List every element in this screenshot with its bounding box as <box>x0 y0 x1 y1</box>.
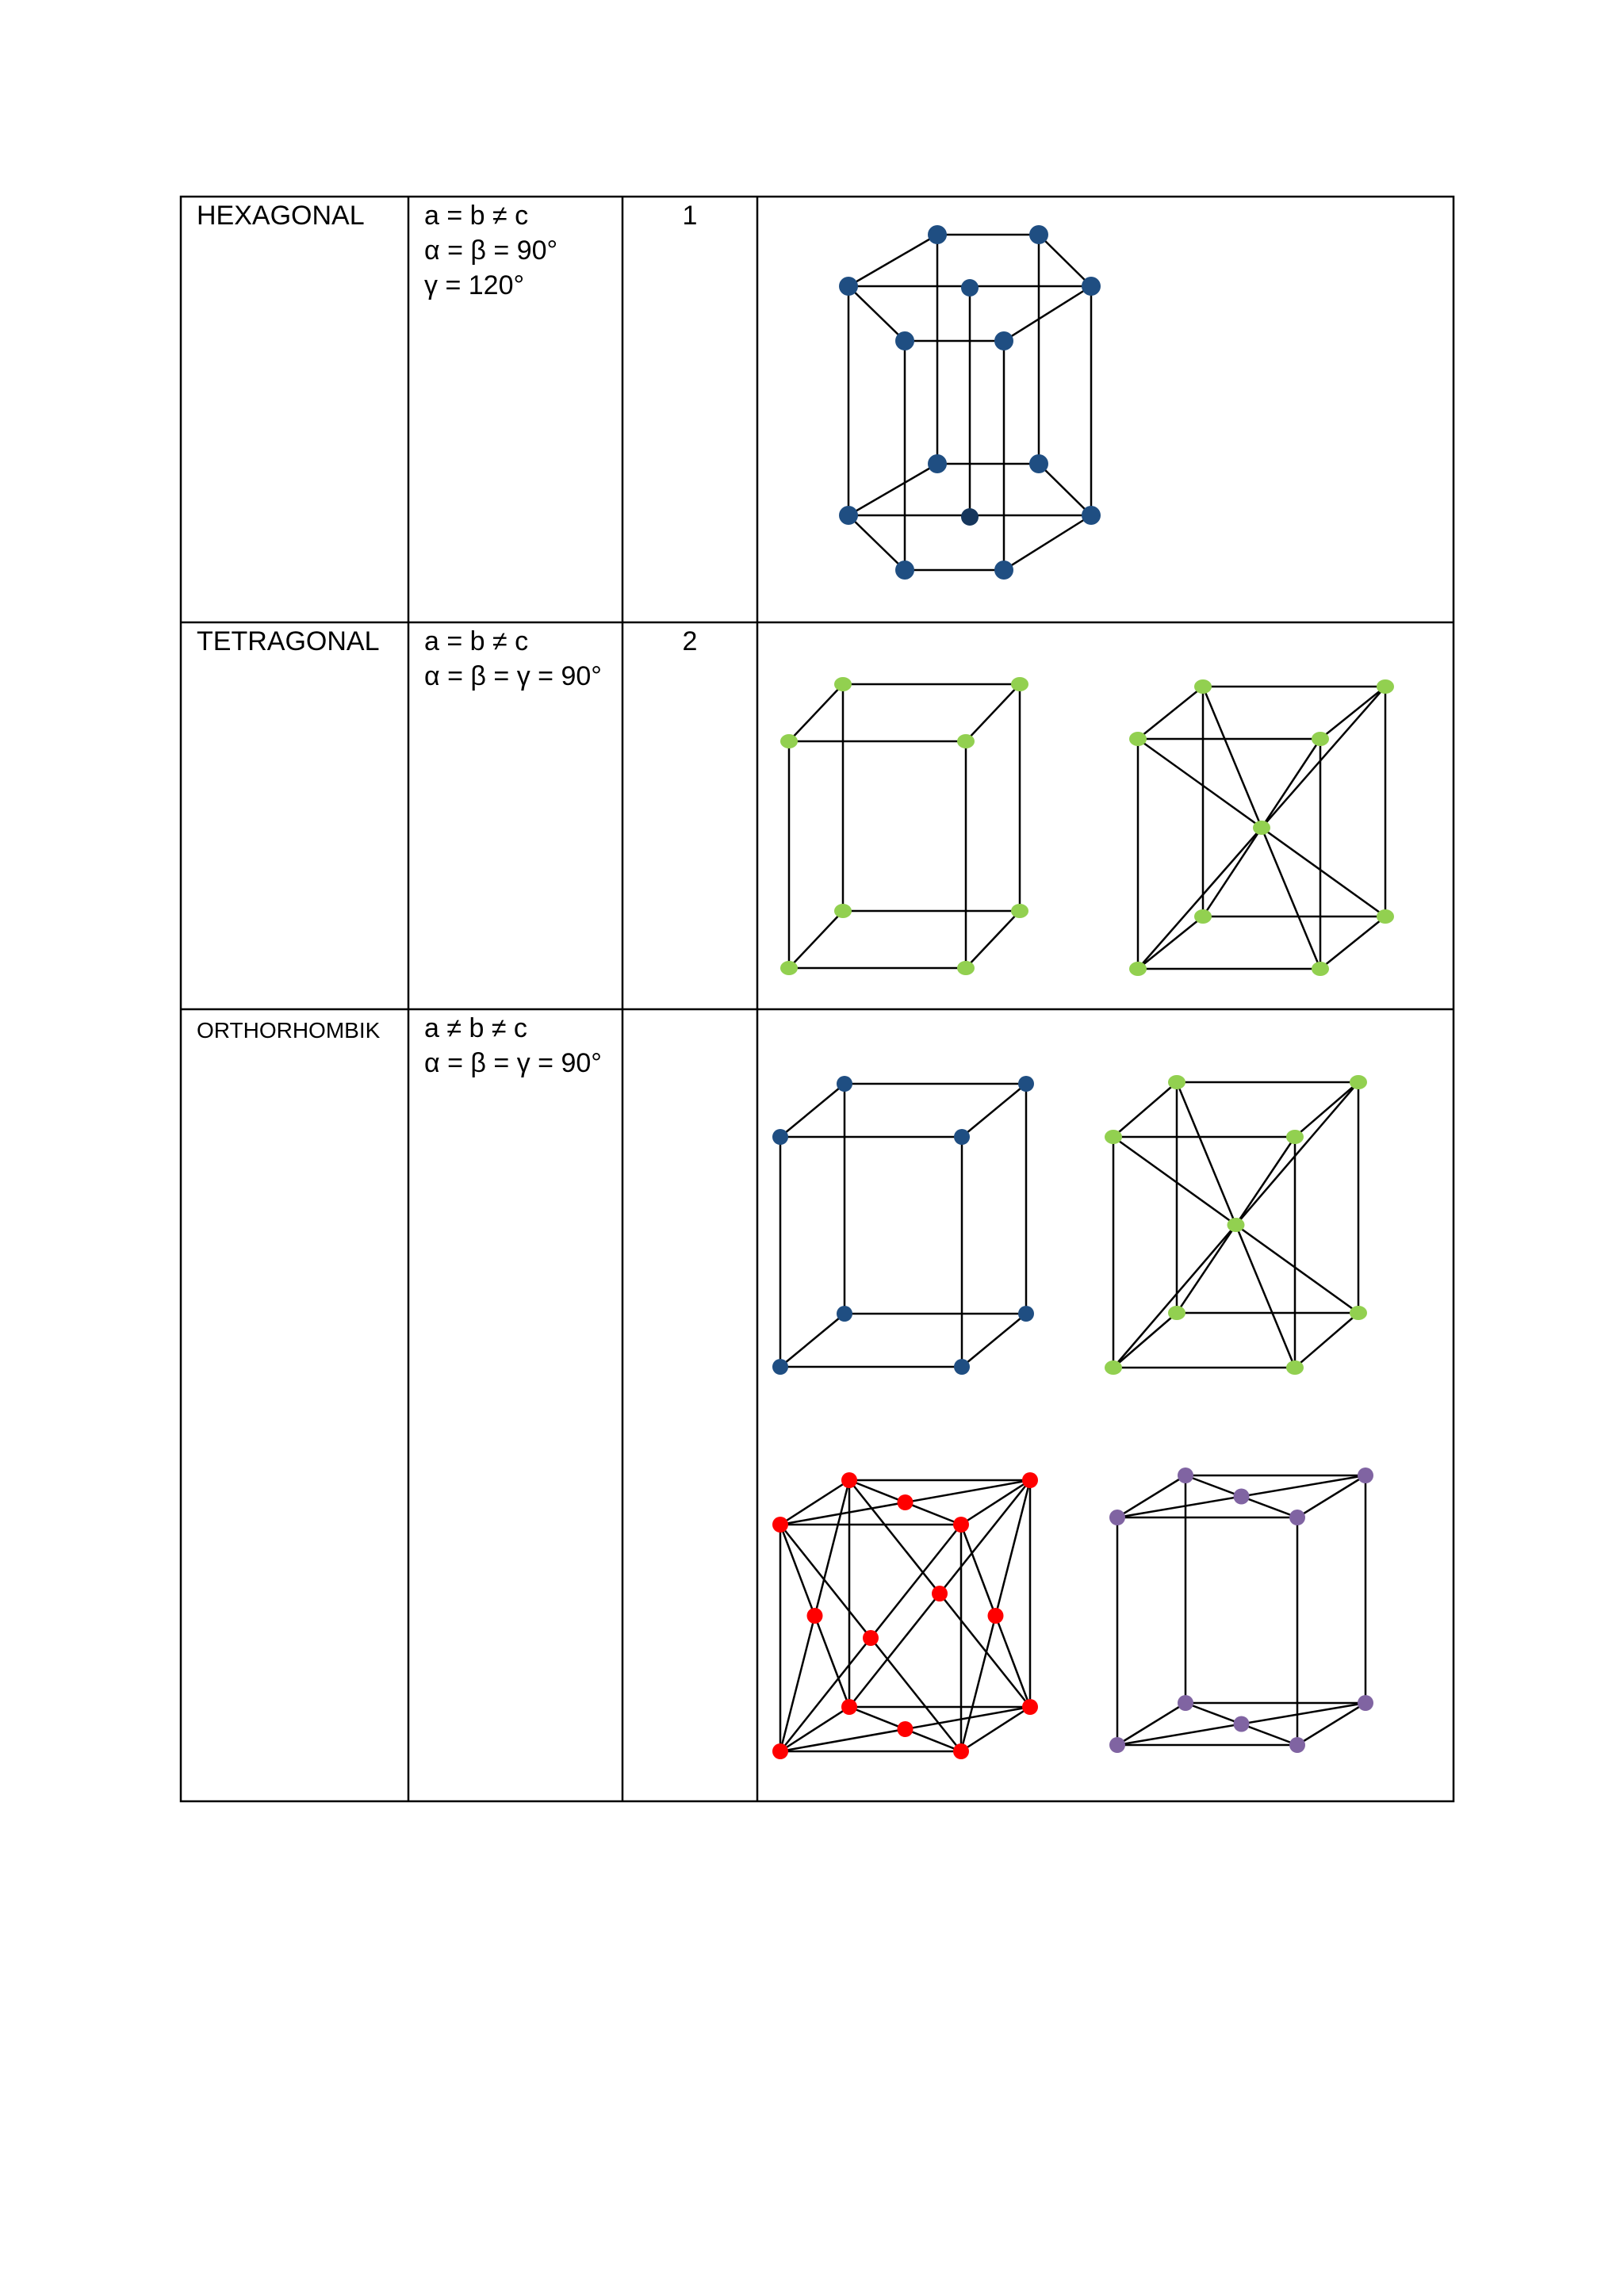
lattice-atom <box>954 1129 970 1145</box>
lattice-parameter: α = β = γ = 90° <box>424 661 602 691</box>
orthorhombic-body-centered-lattice-diagram <box>1105 1075 1367 1375</box>
lattice-atom <box>1105 1360 1122 1375</box>
lattice-atom <box>1168 1306 1185 1320</box>
lattice-atom <box>994 331 1013 350</box>
lattice-atom <box>772 1359 788 1375</box>
lattice-atom <box>1022 1472 1038 1488</box>
lattice-edge <box>780 1314 845 1367</box>
bravais-count: 1 <box>682 201 698 231</box>
lattice-parameter: a = b ≠ c <box>424 626 529 656</box>
lattice-edge <box>848 464 937 515</box>
lattice-atom <box>957 961 975 975</box>
lattice-atom <box>932 1586 948 1601</box>
lattice-edge <box>780 1084 845 1137</box>
lattice-atom <box>839 277 858 296</box>
lattice-parameter: α = β = 90° <box>424 235 558 266</box>
lattice-atom <box>1082 277 1101 296</box>
system-name-tetragonal: TETRAGONAL <box>197 626 380 656</box>
lattice-edge <box>848 286 905 341</box>
lattice-parameter: a ≠ b ≠ c <box>424 1013 527 1043</box>
orthorhombic-simple-lattice-diagram <box>772 1076 1034 1375</box>
lattice-atom <box>1194 909 1212 924</box>
lattice-atom <box>1018 1076 1034 1092</box>
lattice-atom <box>961 508 979 526</box>
lattice-atom <box>954 1359 970 1375</box>
lattice-atom <box>961 279 979 297</box>
lattice-atom <box>1253 821 1270 835</box>
lattice-atom <box>1289 1737 1305 1753</box>
lattice-atom <box>780 961 798 975</box>
lattice-atom <box>953 1743 969 1759</box>
lattice-edge <box>789 911 843 968</box>
lattice-atom <box>772 1517 788 1533</box>
lattice-edge <box>1138 916 1203 969</box>
lattice-atom <box>1011 904 1028 918</box>
lattice-edge <box>1113 1313 1177 1368</box>
lattice-atom <box>1234 1489 1250 1505</box>
lattice-atom <box>898 1721 914 1737</box>
lattice-atom <box>1168 1075 1185 1089</box>
lattice-atom <box>1234 1716 1250 1732</box>
lattice-atom <box>807 1608 823 1624</box>
hexagonal-lattice-diagram <box>839 225 1101 580</box>
lattice-atom <box>1129 732 1147 746</box>
lattice-edge <box>1320 687 1385 739</box>
lattice-atom <box>837 1076 852 1092</box>
lattice-atom <box>772 1743 788 1759</box>
lattice-atom <box>834 904 852 918</box>
lattice-atom <box>1011 677 1028 691</box>
lattice-edge <box>848 235 937 286</box>
lattice-atom <box>1029 454 1048 473</box>
lattice-atom <box>1018 1306 1034 1322</box>
lattice-atom <box>1350 1306 1367 1320</box>
lattice-atom <box>841 1472 857 1488</box>
lattice-atom <box>1350 1075 1367 1089</box>
lattice-atom <box>780 734 798 748</box>
lattice-atom <box>1312 732 1329 746</box>
lattice-edge <box>966 684 1020 741</box>
lattice-atom <box>1358 1695 1373 1711</box>
lattice-atom <box>1029 225 1048 244</box>
lattice-atom <box>1178 1695 1193 1711</box>
lattice-atom <box>1286 1360 1304 1375</box>
lattice-atom <box>772 1129 788 1145</box>
lattice-atom <box>895 331 914 350</box>
lattice-atom <box>1178 1468 1193 1483</box>
lattice-edge <box>1113 1082 1177 1137</box>
lattice-parameter: a = b ≠ c <box>424 201 529 231</box>
lattice-atom <box>895 561 914 580</box>
lattice-atom <box>837 1306 852 1322</box>
tetragonal-simple-lattice-diagram <box>780 677 1028 975</box>
lattice-atom <box>957 734 975 748</box>
lattice-edge <box>1138 687 1203 739</box>
lattice-atom <box>988 1608 1004 1624</box>
lattice-parameter: γ = 120° <box>424 270 525 300</box>
table-border <box>181 197 1454 1801</box>
lattice-atom <box>1109 1737 1125 1753</box>
lattice-atom <box>1129 962 1147 976</box>
lattice-edge <box>1295 1313 1358 1368</box>
system-name-orthorhombic: ORTHORHOMBIK <box>197 1018 381 1043</box>
lattice-atom <box>1228 1218 1245 1232</box>
lattice-atom <box>1286 1130 1304 1144</box>
lattice-atom <box>1105 1130 1122 1144</box>
lattice-atom <box>1109 1510 1125 1525</box>
bravais-count: 2 <box>682 626 698 656</box>
lattice-atom <box>898 1494 914 1510</box>
lattice-edge <box>789 684 843 741</box>
lattice-atom <box>1377 679 1394 694</box>
lattice-edge <box>1039 235 1091 286</box>
tetragonal-body-centered-lattice-diagram <box>1129 679 1394 976</box>
lattice-atom <box>1312 962 1329 976</box>
lattice-atom <box>953 1517 969 1533</box>
lattice-edge <box>848 515 905 570</box>
lattice-edge <box>966 911 1020 968</box>
lattice-atom <box>841 1699 857 1715</box>
lattice-atom <box>1022 1699 1038 1715</box>
orthorhombic-face-centered-lattice-diagram <box>772 1472 1038 1759</box>
lattice-edge <box>962 1084 1026 1137</box>
lattice-atom <box>863 1630 879 1646</box>
lattice-atom <box>1358 1468 1373 1483</box>
lattice-edge <box>962 1314 1026 1367</box>
lattice-atom <box>1194 679 1212 694</box>
lattice-edge <box>1004 515 1091 570</box>
table-grid <box>181 197 1454 1801</box>
lattice-edge <box>1320 916 1385 969</box>
lattice-atom <box>928 454 947 473</box>
lattice-atom <box>994 561 1013 580</box>
lattice-atom <box>1377 909 1394 924</box>
lattice-edge <box>1039 464 1091 515</box>
lattice-parameter: α = β = γ = 90° <box>424 1048 602 1078</box>
orthorhombic-base-centered-lattice-diagram <box>1109 1468 1373 1753</box>
lattice-atom <box>1289 1510 1305 1525</box>
lattice-atom <box>839 506 858 525</box>
lattice-edge <box>1004 286 1091 341</box>
lattice-atom <box>1082 506 1101 525</box>
system-name-hexagonal: HEXAGONAL <box>197 201 365 231</box>
lattice-edge <box>1295 1082 1358 1137</box>
lattice-atom <box>834 677 852 691</box>
lattice-atom <box>928 225 947 244</box>
